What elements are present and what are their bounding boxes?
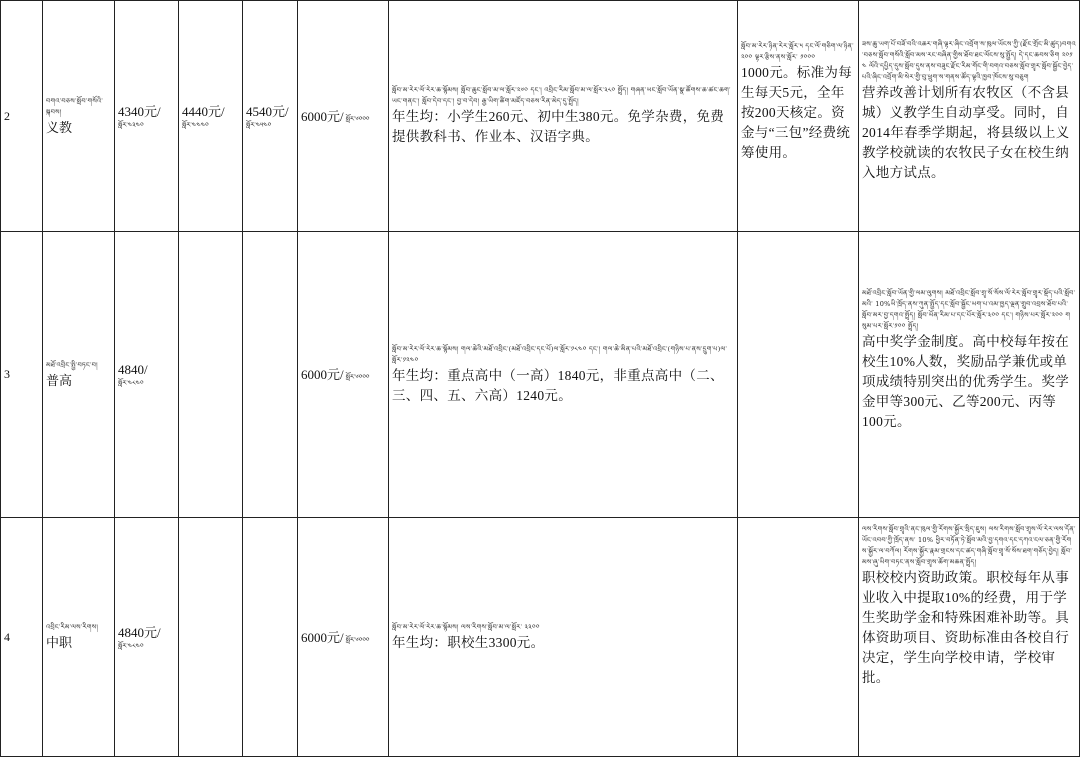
annual-average-tibetan: སློབ་མ་རེར་ལོ་རེར་ཆ་སྙོམས། སློབ་ཆུང་སློབ་མ་ལ་སློར་༢༦༠ དང་། འབྲིང་རིམ་སློབ་མ་ལ་སློར་༣༨༠ སྤྲོད། གཞན་ཡང་སློབ་ཡོན་སྣ་ཚོགས་ཆ་ཚང་ཆག་ཡང་གནང་། སློབ་དེབ་དང་། བྱ་བ་དེབ། རྒྱ་ཡིག་ཚིག་མཛོད་བཅས་རིན་མེད་དུ་སྤྲོད། [392,86,731,105]
table-row [1,518,1080,757]
fee-tibetan: སློར་༦༠༠༠ [345,114,370,123]
fee-cell [115,1,179,232]
table-row [1,232,1080,518]
row-number-cell [1,1,43,232]
annual-average-cell [389,232,738,518]
fee-cell [179,518,243,757]
category-cell [43,518,115,757]
category-chinese: 普高 [46,372,73,388]
policy-tibetan: མཐོ་འབྲིང་སློབ་ཡོན་གྱི་ལམ་ལུགས། མཐོ་འབྲིང་སློབ་གྲྭ་སོ་སོས་ལོ་རེར་སློབ་གྲྭར་སྡོད་པའི་སློབ་མའི་ 10%ཡི་ཁྲོད་ནས་ཀུན་སྤྱོད་དང་སློབ་སྦྱོང་ཡག་པ་འམ་ཁྱད་ལྡན་གྲུབ་འབྲས་ཐོབ་པའི་སློབ་མར་བྱ་དགའ་སྤྲོད། སློབ་ཡོན་རིམ་པ་དང་པོར་སློར་༣༠༠ དང་། གཉིས་པར་སློར་༢༠༠ གསུམ་པར་སློར་༡༠༠ སྤྲོད། [862,289,1076,330]
fee-tibetan: སློར་༤༣༤༠ [118,120,144,129]
category-chinese: 中职 [46,635,73,650]
fee-value: 4540元/ [246,103,289,119]
fee-value: 4840/ [118,362,148,377]
fee-cell [243,232,298,518]
fee-tibetan: སློར་༤༥༤༠ [246,120,272,129]
fee-tibetan: སློར་༤༤༤༠ [182,120,209,129]
fee-cell [243,1,298,232]
policy-chinese: 职校校内资助政策。职校每年从事业收入中提取10%的经费，用于学生奖助学金和特殊困难补助等。具体资助项目、资助标准由各校自行决定，学生向学校申请，学校审批。 [862,570,1069,685]
fee-value: 6000元/ [301,108,344,124]
category-chinese: 义教 [46,119,73,135]
fee-tibetan: སློར་༦༠༠༠ [345,635,370,644]
policy-cell [859,518,1080,757]
annual-average-cell [389,518,738,757]
policy-cell [859,1,1080,232]
annual-average-tibetan: སློབ་མ་རེར་ལོ་རེར་ཆ་སྙོམས། གལ་ཆེའི་མཐོ་འབྲིང་(མཐོ་འབྲིང་དང་པོ)ལ་སློར་༡༨༤༠ དང་། གལ་ཆེ་མིན་པའི་མཐོ་འབྲིང་(གཉིས་པ་ནས་དྲུག་པ)ལ་སློར་༡༢༤༠ [392,344,728,364]
standard-cell [738,518,859,757]
fee-tibetan: སློར་༤༨༤༠ [118,379,144,387]
policy-chinese: 营养改善计划所有农牧区（不含县城）义教学生自动享受。同时，自2014年春季学期起，将县级以上义教学校就读的农牧民子女在校生纳入地方试点。 [862,85,1070,180]
fee-cell [298,232,389,518]
fee-cell [179,232,243,518]
fee-cell [115,518,179,757]
policy-tibetan: ལས་རིགས་སློབ་གྲྭའི་ནང་ཁུལ་གྱི་རོགས་སྐྱོར་སྲིད་ཇུས། ལས་རིགས་སློབ་གྲྭས་ལོ་རེར་ལས་དོན་ཡོང་འབབ་ཀྱི་ཁྲོད་ནས་ 10% ཕྱིར་བཏོན་ཏེ་སློབ་མའི་བྱ་དགའ་དང་དཀའ་ངལ་ཅན་གྱི་རོགས་སྐྱོར་ལ་བཀོལ། རོགས་སྐྱོར་རྣམ་གྲངས་དང་ཚད་གཞི་སློབ་གྲྭ་སོ་སོས་ཐག་གཅོད་བྱེད། སློབ་མས་ཞུ་ཡིག་བཏང་ནས་སློབ་གྲྭས་ཆོག་མཆན་སྤྲོད། [862,525,1076,566]
annual-average-chinese: 年生均：重点高中（一高）1840元，非重点高中（二、三、四、五、六高）1240元。 [392,367,724,403]
annual-average-chinese: 年生均：小学生260元、初中生380元。免学杂费，免费提供教科书、作业本、汉语字典。 [392,109,725,144]
standard-cell [738,232,859,518]
annual-average-chinese: 年生均：职校生3300元。 [392,634,545,650]
fee-cell [115,232,179,518]
policy-tibetan: ཟས་ཆུ་ཡག་པོ་བཟོ་བའི་འཆར་གཞི་ལྟར་ཞིང་འབྲོག་ས་ཁུལ་ཡོངས་ཀྱི་(རྫོང་གྲོང་མི་ཚུད)བགའ་བཅས་སློབ་གསོའི་སློབ་མས་རང་བཞིན་གྱིས་ཐོབ་ཐང་ལོངས་སུ་སྤྱོད། དེ་དང་ཆབས་ཅིག ༢༠༡༤ ལོའི་དཔྱིད་དུས་སློབ་དུས་ནས་བཟུང་རྫོང་རིམ་གོང་གི་བགའ་བཅས་སློབ་གྲྭར་སློབ་སྦྱོང་བྱེད་པའི་ཞིང་འབྲོག་མི་སེར་གྱི་བུ་ཕྲུག་ས་གནས་ཚོད་ལྟའི་ཁྱབ་ཁོངས་སུ་བཅུག [862,40,1076,81]
category-tibetan: བགའ་བཅས་སློབ་གསོའི་སྐབས། [46,96,104,116]
row-number: 4 [4,629,10,644]
fee-value: 6000元/ [301,629,344,645]
policy-cell [859,232,1080,518]
standard-chinese: 1000元。标准为每生每天5元，全年按200天核定。资金与“三包”经费统筹使用。 [741,65,852,160]
category-cell [43,232,115,518]
standard-cell [738,1,859,232]
fee-value: 6000元/ [301,367,344,382]
fee-tibetan: སློར་༤༨༤༠ [118,641,144,650]
fee-value: 4840元/ [118,624,161,640]
row-number-cell [1,518,43,757]
row-number-cell [1,232,43,518]
fee-tibetan: སློར་༦༠༠༠ [345,373,370,381]
fee-cell [179,1,243,232]
category-tibetan: མཐོ་འབྲིང་སྤྱི་བཏང་བ། [46,360,98,369]
annual-average-cell [389,1,738,232]
fee-value: 4340元/ [118,103,161,119]
category-cell [43,1,115,232]
fee-cell [298,1,389,232]
row-number: 3 [4,367,10,381]
annual-average-tibetan: སློབ་མ་རེར་ལོ་རེར་ཆ་སྙོམས། ལས་རིགས་སློབ་མ་ལ་སློར་ ༣༣༠༠ [392,622,540,631]
fee-cell [243,518,298,757]
table-row [1,1,1080,232]
policy-chinese: 高中奖学金制度。高中校每年按在校生10%人数，奖励品学兼优或单项成绩特别突出的优秀学生。奖学金甲等300元、乙等200元、丙等100元。 [862,334,1069,429]
standard-tibetan: སློབ་མ་རེར་ཉིན་རེར་སློར་༥ དང་ལོ་གཅིག་ལ་ཉིན་ ༢༠༠ ལྟར་རྩིས་ནས་སློར་ ༡༠༠༠ [741,42,854,61]
row-number: 2 [4,108,10,123]
fee-cell [298,518,389,757]
category-tibetan: འབྲིང་རིམ་ལས་རིགས། [46,623,99,631]
fee-value: 4440元/ [182,103,225,119]
